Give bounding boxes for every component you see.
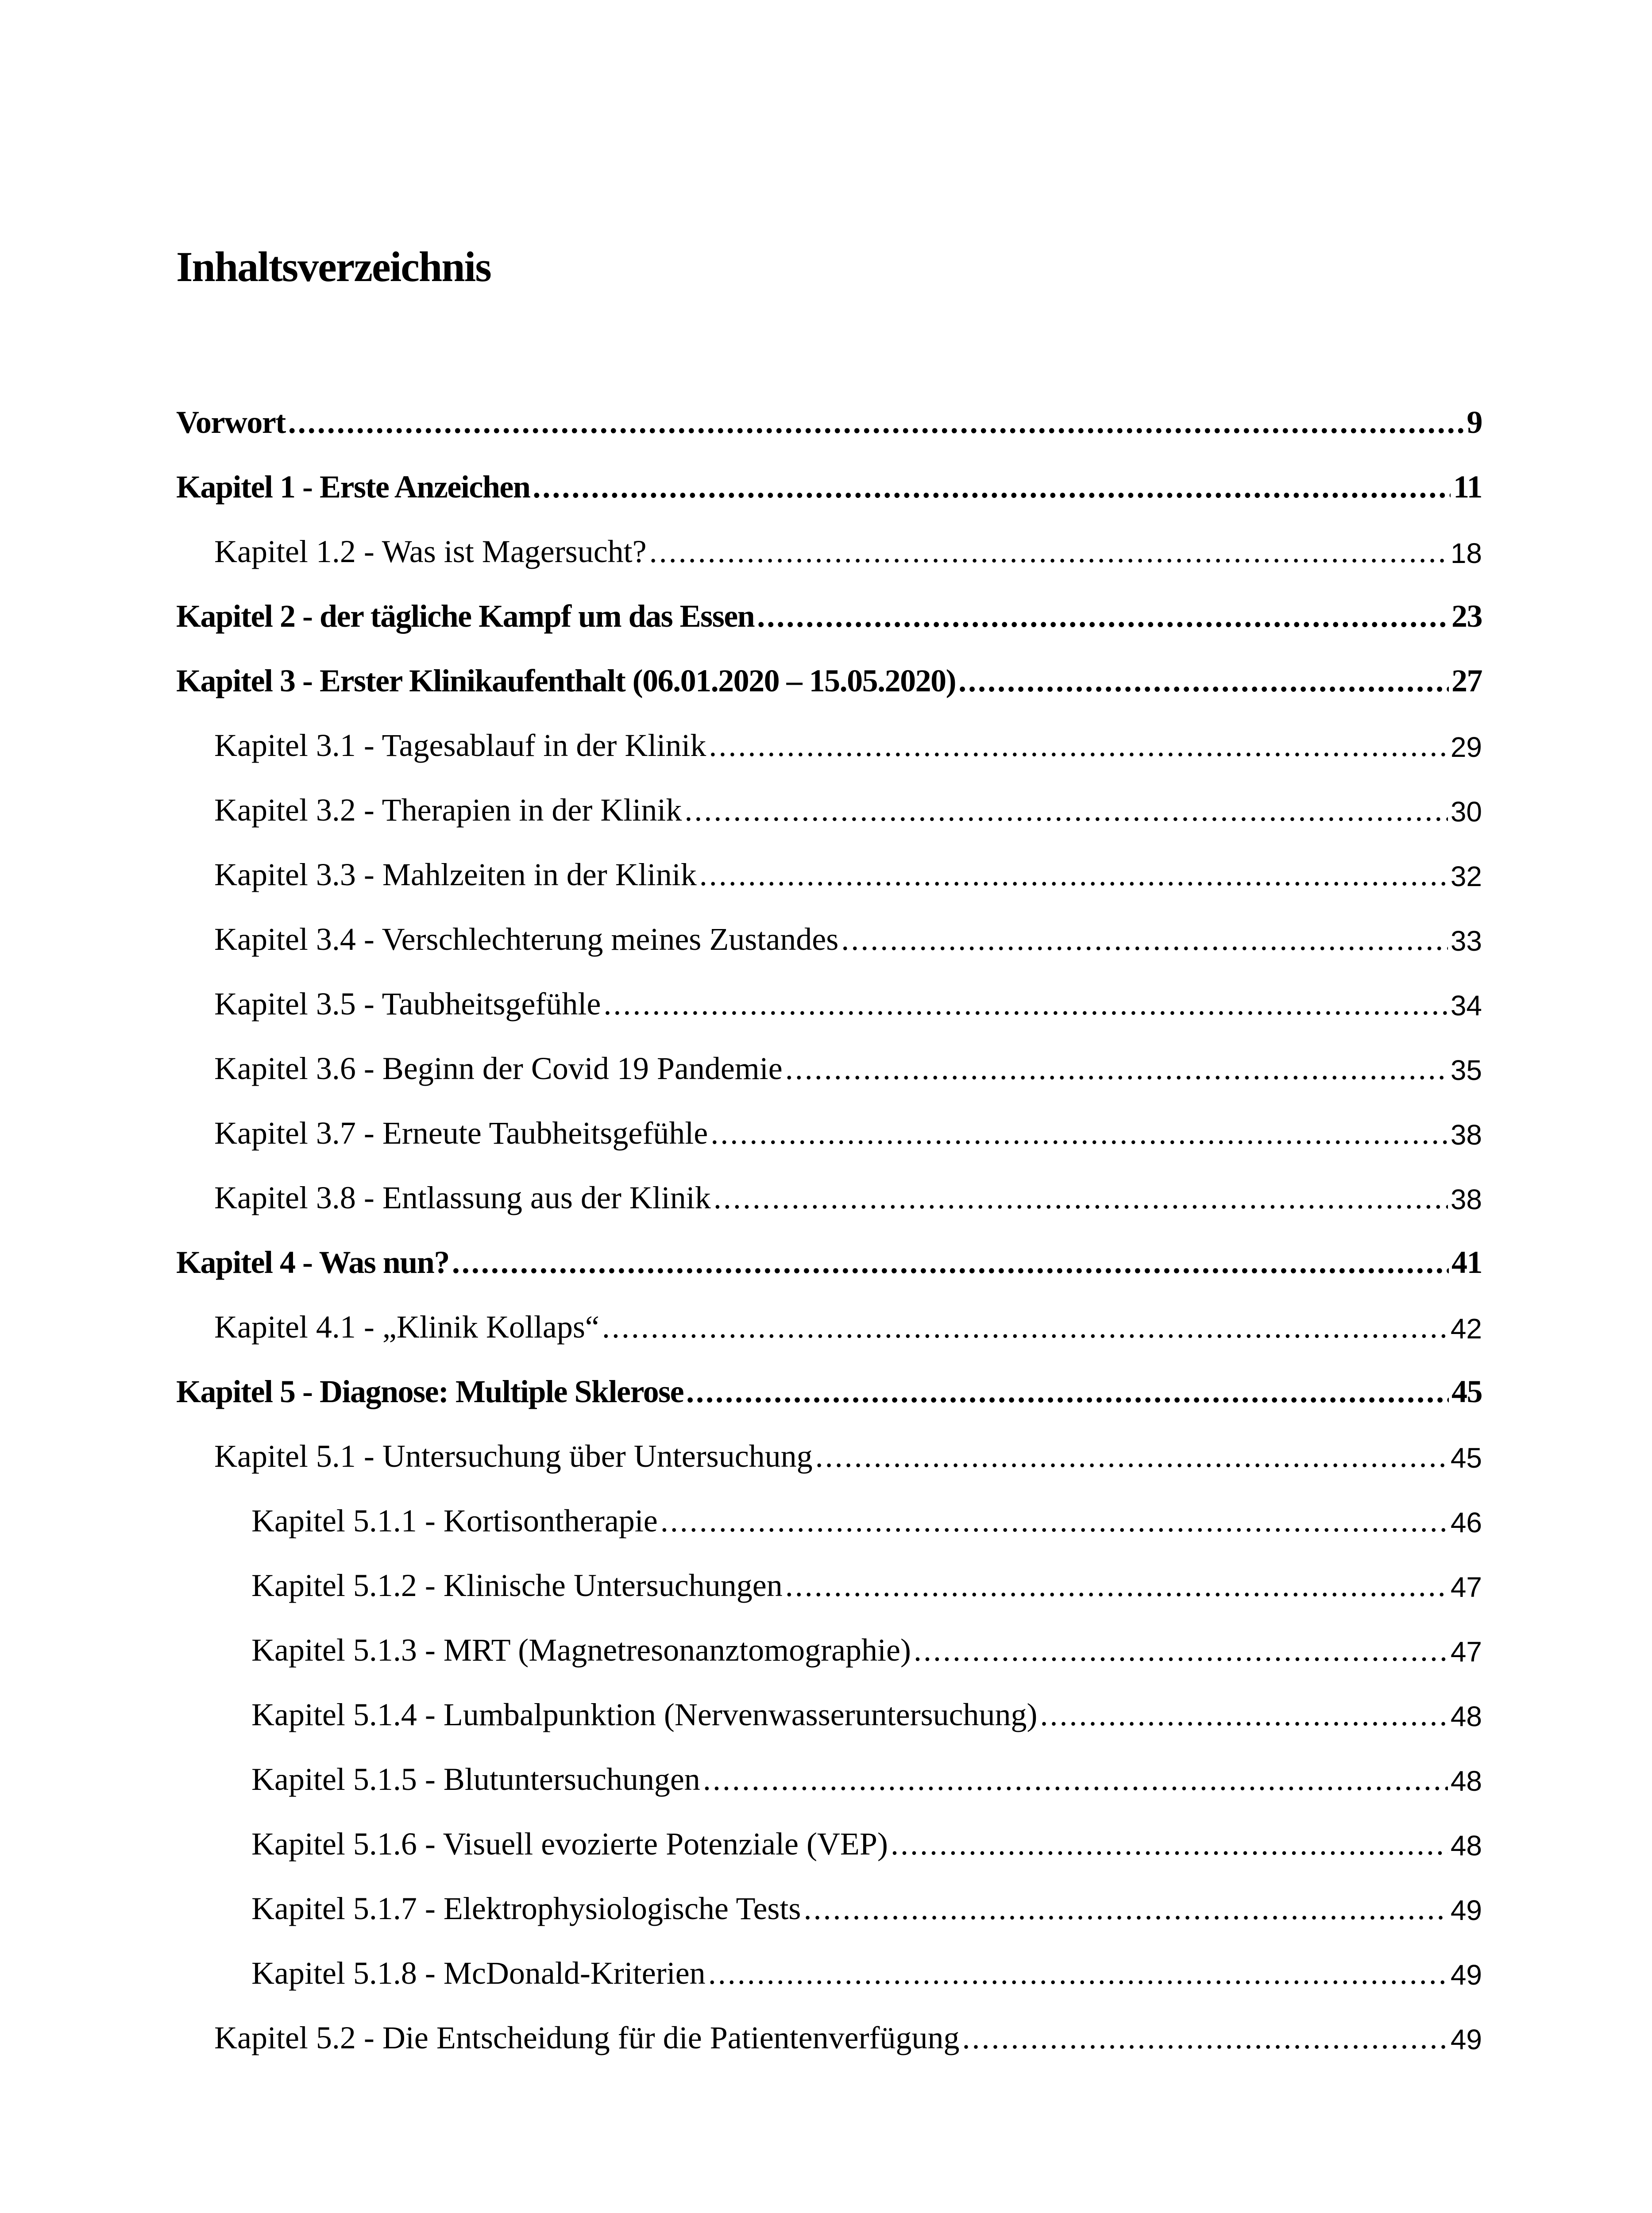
toc-dot-leader: [710, 1117, 1448, 1149]
toc-entry[interactable]: [176, 1096, 1482, 1160]
toc-entry[interactable]: [176, 644, 1482, 708]
toc-dot-leader: [533, 471, 1451, 503]
toc-page-number: 48: [1450, 1830, 1482, 1862]
toc-page-number: 45: [1450, 1442, 1482, 1474]
toc-dot-leader: [703, 1763, 1448, 1795]
toc-entry-label: Kapitel 5.2 - Die Entscheidung für die Patientenverfügung: [214, 2020, 960, 2055]
toc-entry[interactable]: [176, 1807, 1482, 1871]
toc-page-number: 34: [1450, 990, 1482, 1022]
toc-page-number: 49: [1450, 1959, 1482, 1991]
toc-dot-leader: [714, 1182, 1448, 1214]
toc-entry-label: Kapitel 5.1.3 - MRT (Magnetresonanztomographie): [251, 1632, 911, 1668]
toc-dot-leader: [603, 988, 1447, 1020]
toc-entry-label: Kapitel 5 - Diagnose: Multiple Sklerose: [176, 1374, 684, 1409]
toc-entry-label: Kapitel 5.1 - Untersuchung über Untersuchung: [214, 1438, 813, 1474]
toc-dot-leader: [686, 1376, 1449, 1407]
toc-page-number: 9: [1467, 405, 1482, 440]
toc-page-number: 47: [1450, 1571, 1482, 1603]
toc-entry-label: Kapitel 4.1 - „Klinik Kollaps“: [214, 1309, 599, 1345]
toc-entry-label: Kapitel 3.4 - Verschlechterung meines Zustandes: [214, 921, 839, 957]
toc-entry[interactable]: [176, 2001, 1482, 2065]
toc-entry-label: Kapitel 3.8 - Entlassung aus der Klinik: [214, 1180, 711, 1215]
toc-entry-label: Kapitel 5.1.5 - Blutuntersuchungen: [251, 1762, 700, 1797]
toc-dot-leader: [785, 1053, 1448, 1084]
toc-entry-label: Vorwort: [176, 405, 286, 440]
toc-entry[interactable]: [176, 902, 1482, 967]
toc-page-number: 23: [1451, 598, 1482, 634]
toc-entry-label: Kapitel 5.1.1 - Kortisontherapie: [251, 1503, 658, 1538]
toc-dot-leader: [958, 665, 1449, 697]
toc-entry[interactable]: [176, 1419, 1482, 1484]
toc-page-number: 41: [1451, 1245, 1482, 1280]
toc-entry-label: Kapitel 3 - Erster Klinikaufenthalt (06.01.2020 – 15.05.2020): [176, 663, 956, 698]
toc-page-number: 27: [1451, 663, 1482, 698]
toc-dot-leader: [914, 1634, 1448, 1666]
toc-dot-leader: [891, 1828, 1448, 1860]
toc-entry[interactable]: [176, 1290, 1482, 1354]
toc-entry[interactable]: [176, 967, 1482, 1031]
toc-entry[interactable]: [176, 1031, 1482, 1096]
toc-entry[interactable]: [176, 1871, 1482, 1936]
toc-page-number: 46: [1450, 1507, 1482, 1538]
toc-entry-label: Kapitel 5.1.6 - Visuell evozierte Potenziale (VEP): [251, 1826, 888, 1862]
toc-entry[interactable]: [176, 450, 1482, 514]
toc-page-number: 32: [1450, 860, 1482, 892]
toc-dot-leader: [660, 1505, 1448, 1537]
toc-entry[interactable]: [176, 1160, 1482, 1225]
toc-entry-label: Kapitel 3.5 - Taubheitsgefühle: [214, 986, 601, 1022]
toc-page-number: 48: [1450, 1765, 1482, 1797]
toc-entry[interactable]: [176, 1548, 1482, 1613]
toc-entry[interactable]: [176, 385, 1482, 450]
toc-entry-label: Kapitel 3.7 - Erneute Taubheitsgefühle: [214, 1115, 708, 1151]
toc-entry-label: Kapitel 4 - Was nun?: [176, 1245, 449, 1280]
toc-dot-leader: [452, 1246, 1449, 1278]
toc-entry[interactable]: [176, 773, 1482, 837]
toc-entry-label: Kapitel 5.1.8 - McDonald-Kriterien: [251, 1955, 706, 1991]
toc-dot-leader: [602, 1311, 1448, 1343]
toc-dot-leader: [288, 406, 1464, 438]
toc-dot-leader: [841, 923, 1448, 955]
toc-entry-label: Kapitel 1.2 - Was ist Magersucht?: [214, 534, 647, 569]
toc-page-number: 29: [1450, 731, 1482, 763]
toc-page-number: 38: [1450, 1184, 1482, 1215]
toc-entry[interactable]: [176, 1677, 1482, 1742]
toc-dot-leader: [785, 1569, 1448, 1601]
table-of-contents: [176, 385, 1482, 2065]
toc-dot-leader: [649, 536, 1448, 567]
toc-entry-label: Kapitel 3.3 - Mahlzeiten in der Klinik: [214, 857, 697, 892]
toc-entry-label: Kapitel 3.6 - Beginn der Covid 19 Pandemie: [214, 1051, 783, 1086]
toc-page-number: 35: [1450, 1054, 1482, 1086]
toc-page-number: 18: [1450, 537, 1482, 569]
toc-entry[interactable]: [176, 1225, 1482, 1290]
toc-entry-label: Kapitel 5.1.2 - Klinische Untersuchungen: [251, 1568, 783, 1603]
toc-dot-leader: [699, 859, 1448, 891]
toc-entry-label: Kapitel 3.2 - Therapien in der Klinik: [214, 792, 682, 828]
toc-entry[interactable]: [176, 579, 1482, 644]
toc-dot-leader: [962, 2022, 1448, 2054]
toc-page-number: 48: [1450, 1700, 1482, 1732]
toc-entry[interactable]: [176, 1936, 1482, 2001]
toc-page-number: 30: [1450, 796, 1482, 828]
toc-entry-label: Kapitel 5.1.7 - Elektrophysiologische Tests: [251, 1891, 801, 1926]
toc-page-number: 42: [1450, 1313, 1482, 1345]
toc-entry-label: Kapitel 1 - Erste Anzeichen: [176, 469, 530, 505]
toc-page-number: 45: [1451, 1374, 1482, 1409]
toc-page-number: 49: [1450, 2024, 1482, 2055]
toc-dot-leader: [803, 1893, 1447, 1924]
toc-page-number: 49: [1450, 1894, 1482, 1926]
toc-entry-label: Kapitel 5.1.4 - Lumbalpunktion (Nervenwasseruntersuchung): [251, 1697, 1038, 1732]
toc-entry[interactable]: [176, 708, 1482, 773]
toc-dot-leader: [757, 600, 1449, 632]
toc-page-number: 47: [1450, 1636, 1482, 1668]
toc-entry-label: Kapitel 3.1 - Tagesablauf in der Klinik: [214, 728, 706, 763]
toc-entry[interactable]: [176, 1742, 1482, 1807]
toc-entry[interactable]: [176, 837, 1482, 902]
toc-dot-leader: [1040, 1699, 1448, 1731]
toc-entry-label: Kapitel 2 - der tägliche Kampf um das Essen: [176, 598, 755, 634]
toc-dot-leader: [684, 794, 1447, 826]
toc-entry[interactable]: [176, 1354, 1482, 1419]
page-title: Inhaltsverzeichnis: [176, 243, 491, 290]
toc-page-number: 33: [1450, 925, 1482, 957]
toc-entry[interactable]: [176, 1613, 1482, 1677]
toc-entry[interactable]: [176, 1484, 1482, 1548]
toc-page-number: 38: [1450, 1119, 1482, 1151]
toc-page-number: 11: [1453, 469, 1482, 505]
toc-dot-leader: [708, 1957, 1448, 1989]
toc-entry[interactable]: [176, 514, 1482, 579]
toc-dot-leader: [815, 1440, 1448, 1472]
toc-dot-leader: [709, 729, 1447, 761]
